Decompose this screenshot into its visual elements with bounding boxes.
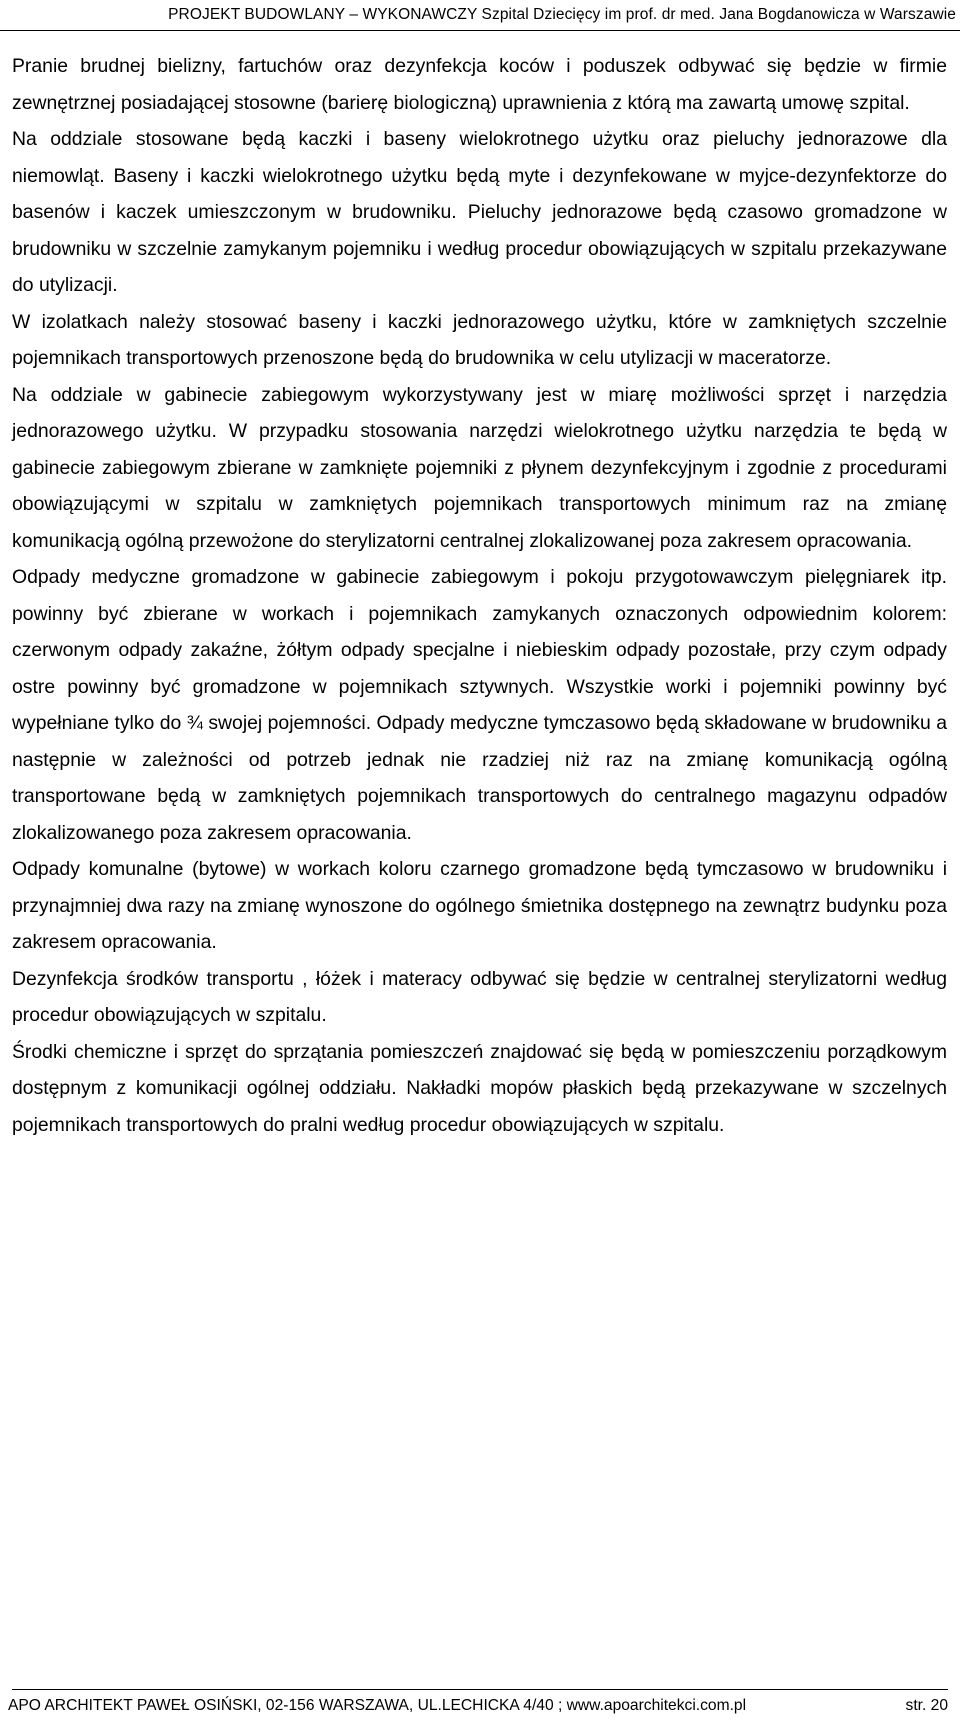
paragraph: Na oddziale w gabinecie zabiegowym wykorzystywany jest w miarę możliwości sprzęt i narzędzia jednorazowego użytku. W przypadku stosowania narzędzi wielokrotnego użytku narzędzia te będą w gabinecie zabiegowym zbierane w zamknięte pojemniki z płynem dezynfekcyjnym i zgodnie z procedurami obowiązującymi w szpitalu w zamkniętych pojemnikach transportowych minimum raz na zmianę komunikacją ogólną przewożone do sterylizatorni centralnej zlokalizowanej poza zakresem opracowania.: [12, 383, 947, 552]
footer-company: APO ARCHITEKT PAWEŁ OSIŃSKI, 02-156 WARSZAWA, UL.LECHICKA 4/40 ; www.apoarchitekci.com.pl: [8, 1697, 747, 1714]
paragraph: Odpady komunalne (bytowe) w workach koloru czarnego gromadzone będą tymczasowo w brudowniku i przynajmniej dwa razy na zmianę wynoszone do ogólnego śmietnika dostępnego na zewnątrz budynku poza zakresem opracowania.: [12, 858, 947, 953]
paragraph: Pranie brudnej bielizny, fartuchów oraz dezynfekcja koców i poduszek odbywać się będzie w firmie zewnętrznej posiadającej stosowne (barierę biologiczną) uprawnienia z którą ma zawartą umowę szpital.: [12, 55, 947, 114]
paragraph: Dezynfekcja środków transportu , łóżek i materacy odbywać się będzie w centralnej sterylizatorni według procedur obowiązujących w szpitalu.: [12, 967, 947, 1026]
paragraph: Na oddziale stosowane będą kaczki i baseny wielokrotnego użytku oraz pieluchy jednorazowe dla niemowląt. Baseny i kaczki wielokrotnego użytku będą myte i dezynfekowane w myjce-dezynfektorze do basenów i kaczek umieszczonym w brudowniku. Pieluchy jednorazowe będą czasowo gromadzone w brudowniku w szczelnie zamykanym pojemniku i według procedur obowiązujących w szpitalu przekazywane do utylizacji.: [12, 128, 947, 296]
paragraph: W izolatkach należy stosować baseny i kaczki jednorazowego użytku, które w zamkniętych szczelnie pojemnikach transportowych przenoszone będą do brudownika w celu utylizacji w maceratorze.: [12, 310, 947, 369]
document-body: [12, 48, 947, 1143]
paragraph: Środki chemiczne i sprzęt do sprzątania pomieszczeń znajdować się będą w pomieszczeniu porządkowym dostępnym z komunikacji ogólnej oddziału. Nakładki mopów płaskich będą przekazywane w szczelnych pojemnikach transportowych do pralni według procedur obowiązujących w szpitalu.: [12, 1040, 947, 1136]
page-header: [0, 0, 960, 31]
footer-divider: [12, 1689, 948, 1690]
paragraph: Odpady medyczne gromadzone w gabinecie zabiegowym i pokoju przygotowawczym pielęgniarek itp. powinny być zbierane w workach i pojemnikach zamykanych oznaczonych odpowiednim kolorem: czerwonym odpady zakaźne, żółtym odpady specjalne i niebieskim odpady pozostałe, przy czym odpady ostre powinny być gromadzone w pojemnikach sztywnych. Wszystkie worki i pojemniki powinny być wypełniane tylko do ¾ swojej pojemności. Odpady medyczne tymczasowo będą składowane w brudowniku a następnie w zależności od potrzeb jednak nie rzadziej niż raz na zmianę komunikacją ogólną transportowane będą w zamkniętych pojemnikach transportowych do centralnego magazynu odpadów zlokalizowanego poza zakresem opracowania.: [12, 566, 947, 844]
page-number: str. 20: [905, 1697, 948, 1714]
header-title: PROJEKT BUDOWLANY – WYKONAWCZY Szpital Dziecięcy im prof. dr med. Jana Bogdanowicza w Warszawie: [168, 6, 956, 23]
